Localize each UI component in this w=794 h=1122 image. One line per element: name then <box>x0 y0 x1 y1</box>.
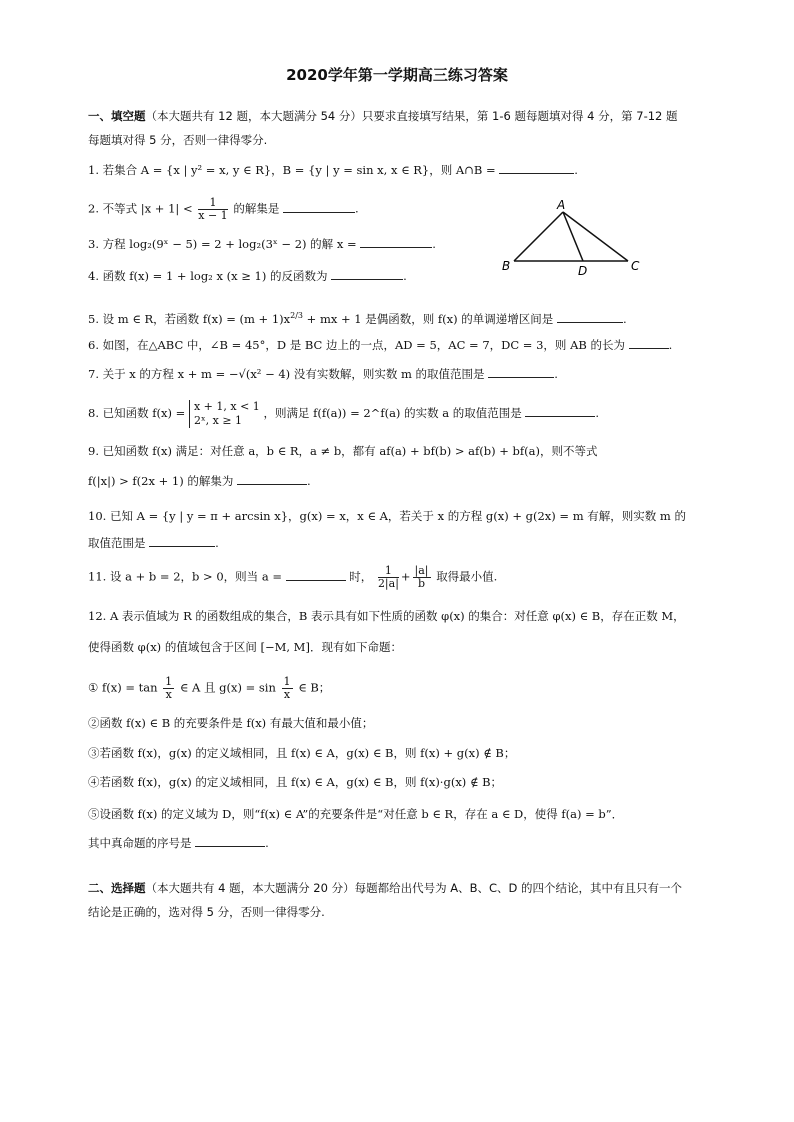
answer-blank[interactable] <box>149 534 215 547</box>
fraction <box>163 676 174 701</box>
label-c: C <box>631 259 640 273</box>
question-text: 不等式 |x + 1| < <box>102 201 193 216</box>
question-number: 7. <box>88 367 99 381</box>
question-text: 如图，在△ABC 中，∠B = 45°，D 是 BC 边上的一点，AD = 5，AC = 7，DC = 3，则 AB 的长为 <box>102 338 625 352</box>
fraction <box>378 565 399 590</box>
answer-blank[interactable] <box>525 404 595 417</box>
question-9-cont: f(|x|) > f(2x + 1) 的解集为 . <box>88 474 311 488</box>
numerator: 1 <box>283 675 291 688</box>
question-text: 取值范围是 <box>88 536 146 550</box>
answer-blank[interactable] <box>331 267 403 280</box>
question-8: 8. 已知函数 f(x) = x + 1, x < 1 2ˣ, x ≥ 1 ，则满足 f(f(a)) = 2^f(a) 的实数 a 的取值范围是 . <box>88 400 600 427</box>
denominator: x − 1 <box>198 209 228 222</box>
question-2: 2. 不等式 |x + 1| < $\frac{1}{x - 1}$ 的解集是 . <box>88 196 359 222</box>
prop-text: 其中真命题的序号是 <box>88 836 192 850</box>
proposition-5 <box>88 804 623 824</box>
numerator: 1 <box>378 565 399 578</box>
triangle-figure <box>500 198 650 278</box>
answer-blank[interactable] <box>499 161 574 174</box>
true-proposition-prompt: 其中真命题的序号是 . <box>88 836 269 850</box>
question-text: 的解集是 <box>233 201 280 216</box>
answer-blank[interactable] <box>488 365 554 378</box>
answer-blank[interactable] <box>557 310 623 323</box>
question-3: 3. 方程 log₂(9ˣ − 5) = 2 + log₂(3ˣ − 2) 的解 x = . <box>88 237 436 251</box>
question-text: + mx + 1 是偶函数，则 f(x) 的单调递增区间是 <box>306 311 554 326</box>
section1-intro: （本大题共有 12 题，本大题满分 54 分）只要求直接填写结果，第 1-6 题每题填对得 4 分，第 7-12 题每题填对得 5 分，否则一律得零分. <box>88 109 678 147</box>
question-number: 12. <box>88 609 107 623</box>
question-text: A 表示值域为 R 的函数组成的集合，B 表示具有如下性质的函数 φ(x) 的集合：对任意 φ(x) ∈ B，存在正数 M， <box>109 609 685 623</box>
question-10 <box>88 506 686 526</box>
plus-sign: + <box>400 569 411 584</box>
denominator: x <box>165 688 172 701</box>
prop-text: ②函数 f(x) ∈ B 的充要条件是 f(x) 有最大值和最小值； <box>88 716 374 730</box>
prop-text: ④若函数 f(x)，g(x) 的定义域相同，且 f(x) ∈ A，g(x) ∈ B，则 f(x)·g(x) ∉ B； <box>88 775 503 789</box>
question-text: 已知函数 f(x) = <box>102 406 186 420</box>
answer-blank[interactable] <box>360 235 432 248</box>
label-d: D <box>578 264 588 278</box>
prop-text: ⑤设函数 f(x) 的定义域为 D，则“f(x) ∈ A”的充要条件是“对任意 b ∈ R，存在 a ∈ D，使得 f(a) = b”． <box>88 807 624 821</box>
question-number: 6. <box>88 338 99 352</box>
exponent: 2/3 <box>290 311 304 320</box>
numerator: 1 <box>165 675 173 688</box>
question-number: 3. <box>88 237 99 251</box>
question-text: 方程 log₂(9ˣ − 5) = 2 + log₂(3ˣ − 2) 的解 x = <box>102 237 357 251</box>
question-1: 1. 若集合 A = {x | y² = x, y ∈ R}，B = {y | y = sin x, x ∈ R}，则 A∩B = . <box>88 163 578 177</box>
question-9 <box>88 441 597 461</box>
question-text: 若集合 A = {x | y² = x, y ∈ R}，B = {y | y = sin x, x ∈ R}，则 A∩B = <box>102 163 496 177</box>
question-number: 10. <box>88 509 107 523</box>
fraction <box>282 676 293 701</box>
denominator: x <box>283 688 291 701</box>
proposition-2 <box>88 713 373 733</box>
fraction <box>198 197 227 222</box>
question-text: 取得最小值. <box>436 569 498 584</box>
question-12-cont <box>88 637 402 657</box>
denominator: 2|a| <box>377 577 399 590</box>
denominator: b <box>418 577 426 590</box>
question-number: 2. <box>88 201 99 216</box>
question-text: 使得函数 φ(x) 的值域包含于区间 [−M, M]．现有如下命题： <box>88 640 402 654</box>
proposition-3 <box>88 743 515 763</box>
answer-blank[interactable] <box>283 200 355 213</box>
question-text: 设 a + b = 2，b > 0，则当 a = <box>109 569 282 584</box>
question-10-cont: 取值范围是 . <box>88 536 219 550</box>
question-text: 已知 A = {y | y = π + arcsin x}，g(x) = x，x ∈ A，若关于 x 的方程 g(x) + g(2x) = m 有解，则实数 m 的 <box>109 509 686 523</box>
question-number: 4. <box>88 269 99 283</box>
prop-text: ③若函数 f(x)，g(x) 的定义域相同，且 f(x) ∈ A，g(x) ∈ B，则 f(x) + g(x) ∉ B； <box>88 746 516 760</box>
prop-text: ① f(x) = tan <box>88 680 158 695</box>
section2-intro: （本大题共有 4 题，本大题满分 20 分）每题都给出代号为 A、B、C、D 的四个结论，其中有且只有一个结论是正确的，选对得 5 分，否则一律得零分. <box>88 881 683 919</box>
answer-blank[interactable] <box>286 568 346 581</box>
question-text: 关于 x 的方程 x + m = −√(x² − 4) 没有实数解，则实数 m 的取值范围是 <box>102 367 485 381</box>
question-number: 11. <box>88 569 107 584</box>
section1-header <box>88 104 688 152</box>
question-4: 4. 函数 f(x) = 1 + log₂ x (x ≥ 1) 的反函数为 . <box>88 269 407 283</box>
proposition-1 <box>88 676 330 701</box>
answer-blank[interactable] <box>195 834 265 847</box>
case-1: x + 1, x < 1 <box>193 400 260 413</box>
answer-blank[interactable] <box>237 472 307 485</box>
question-number: 5. <box>88 311 99 326</box>
section2-heading: 二、选择题 <box>88 881 146 895</box>
question-5: 5. 设 m ∈ R，若函数 $f(x) = (m + 1)x^{2/3}$ + mx + 1 是偶函数，则 f(x) 的单调递增区间是 . <box>88 311 627 326</box>
case-2: 2ˣ, x ≥ 1 <box>193 414 243 427</box>
question-number: 9. <box>88 444 99 458</box>
proposition-4 <box>88 772 502 792</box>
question-7: 7. 关于 x 的方程 x + m = −√(x² − 4) 没有实数解，则实数 m 的取值范围是 . <box>88 367 558 381</box>
question-number: 1. <box>88 163 99 177</box>
section1-heading: 一、填空题 <box>88 109 146 123</box>
question-text: 已知函数 f(x) 满足：对任意 a，b ∈ R，a ≠ b，都有 af(a) + bf(b) > af(b) + bf(a)，则不等式 <box>102 444 598 458</box>
numerator: 1 <box>198 197 227 210</box>
question-11 <box>88 565 497 590</box>
question-number: 8. <box>88 406 99 420</box>
piecewise-cases <box>189 400 260 428</box>
fraction <box>413 565 431 590</box>
question-text: ，则满足 f(f(a)) = 2^f(a) 的实数 a 的取值范围是 <box>263 406 522 420</box>
label-a: A <box>557 198 566 212</box>
numerator: |a| <box>414 564 429 577</box>
question-text: f(|x|) > f(2x + 1) 的解集为 <box>88 474 234 488</box>
section2-header <box>88 876 688 924</box>
question-text: 函数 f(x) = 1 + log₂ x (x ≥ 1) 的反函数为 <box>102 269 328 283</box>
prop-text: ∈ A 且 g(x) = sin <box>179 680 276 695</box>
answer-blank[interactable] <box>629 336 669 349</box>
page-title: 2020学年第一学期高三练习答案 <box>286 66 508 84</box>
question-text: 设 m ∈ R，若函数 f(x) = (m + 1)x <box>102 311 291 326</box>
question-6: 6. 如图，在△ABC 中，∠B = 45°，D 是 BC 边上的一点，AD = 5，AC = 7，DC = 3，则 AB 的长为 . <box>88 338 673 352</box>
side-ab <box>514 212 563 261</box>
label-b: B <box>502 259 511 273</box>
prop-text: ∈ B； <box>298 680 331 695</box>
question-12 <box>88 606 685 626</box>
question-text: 时， <box>349 569 373 584</box>
